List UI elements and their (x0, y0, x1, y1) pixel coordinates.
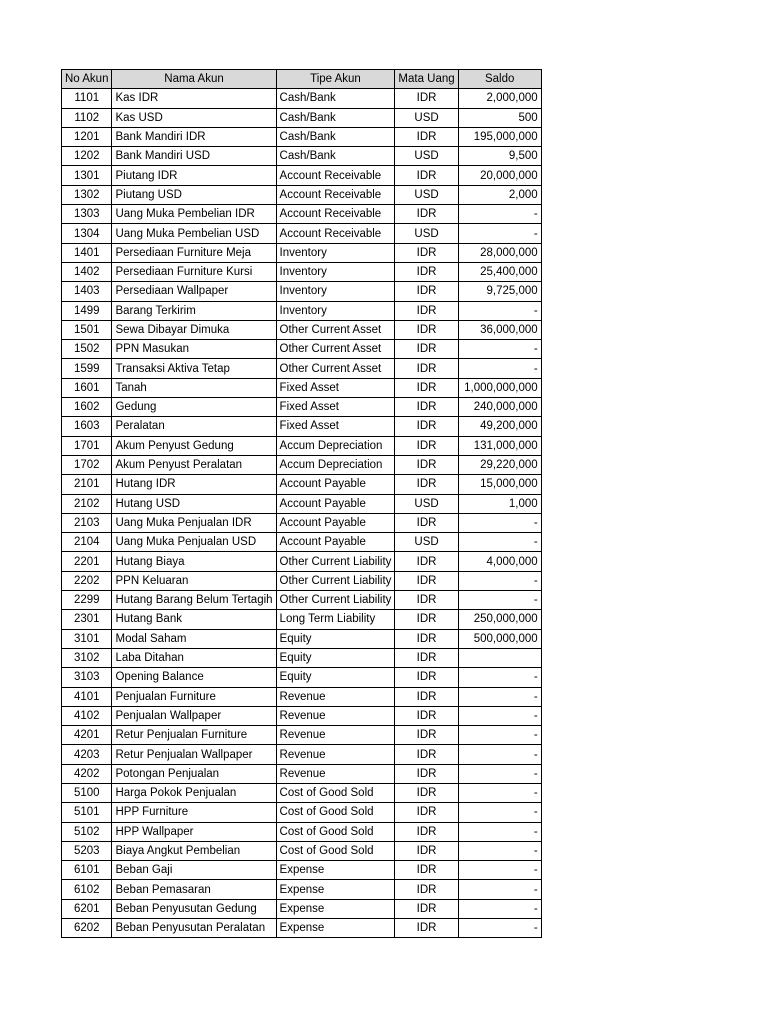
account-type-cell: Inventory (276, 282, 395, 301)
balance-cell: 2,000,000 (458, 89, 541, 108)
currency-cell: IDR (395, 166, 458, 185)
account-name-cell: Uang Muka Penjualan IDR (112, 513, 276, 532)
account-type-cell: Inventory (276, 262, 395, 281)
table-row (62, 359, 542, 378)
table-row (62, 166, 542, 185)
currency-cell: IDR (395, 591, 458, 610)
table-row (62, 378, 542, 397)
table-row (62, 147, 542, 166)
account-name-cell: Potongan Penjualan (112, 764, 276, 783)
table-row (62, 108, 542, 127)
table-row (62, 455, 542, 474)
balance-cell: 1,000,000,000 (458, 378, 541, 397)
currency-cell: IDR (395, 629, 458, 648)
accounts-table (61, 69, 542, 938)
currency-cell: IDR (395, 822, 458, 841)
header-row (62, 70, 542, 89)
account-name-cell: Beban Pemasaran (112, 880, 276, 899)
table-row (62, 861, 542, 880)
account-name-cell: Beban Gaji (112, 861, 276, 880)
table-row (62, 340, 542, 359)
account-name-cell: Uang Muka Pembelian IDR (112, 205, 276, 224)
account-number-cell: 1499 (62, 301, 112, 320)
balance-cell: 500,000,000 (458, 629, 541, 648)
balance-cell: 29,220,000 (458, 455, 541, 474)
balance-cell: - (458, 359, 541, 378)
table-row (62, 552, 542, 571)
account-type-cell: Revenue (276, 726, 395, 745)
account-number-cell: 1602 (62, 398, 112, 417)
account-name-cell: Tanah (112, 378, 276, 397)
account-type-cell: Other Current Asset (276, 320, 395, 339)
currency-cell: IDR (395, 668, 458, 687)
currency-cell: USD (395, 494, 458, 513)
account-name-cell: Penjualan Furniture (112, 687, 276, 706)
account-number-cell: 1599 (62, 359, 112, 378)
table-row (62, 571, 542, 590)
account-name-cell: Hutang Barang Belum Tertagih (112, 591, 276, 610)
account-name-cell: Bank Mandiri IDR (112, 127, 276, 146)
balance-cell: - (458, 803, 541, 822)
account-number-cell: 1201 (62, 127, 112, 146)
currency-cell: IDR (395, 475, 458, 494)
account-name-cell: Piutang IDR (112, 166, 276, 185)
table-row (62, 301, 542, 320)
balance-cell: 36,000,000 (458, 320, 541, 339)
account-number-cell: 5101 (62, 803, 112, 822)
currency-cell: USD (395, 147, 458, 166)
account-type-cell: Accum Depreciation (276, 436, 395, 455)
account-number-cell: 5203 (62, 841, 112, 860)
balance-cell: 1,000 (458, 494, 541, 513)
account-type-cell: Cash/Bank (276, 127, 395, 146)
table-row (62, 282, 542, 301)
table-row (62, 591, 542, 610)
account-type-cell: Cash/Bank (276, 108, 395, 127)
balance-cell: - (458, 706, 541, 725)
account-number-cell: 2201 (62, 552, 112, 571)
table-row (62, 513, 542, 532)
balance-cell: - (458, 687, 541, 706)
table-row (62, 224, 542, 243)
balance-cell: - (458, 340, 541, 359)
account-type-cell: Equity (276, 648, 395, 667)
table-row (62, 726, 542, 745)
account-type-cell: Expense (276, 861, 395, 880)
table-row (62, 629, 542, 648)
account-number-cell: 2104 (62, 533, 112, 552)
currency-cell: IDR (395, 648, 458, 667)
balance-cell: - (458, 571, 541, 590)
table-row (62, 822, 542, 841)
balance-cell: - (458, 899, 541, 918)
balance-cell: - (458, 205, 541, 224)
account-name-cell: Hutang IDR (112, 475, 276, 494)
account-type-cell: Fixed Asset (276, 398, 395, 417)
account-type-cell: Cash/Bank (276, 89, 395, 108)
account-name-cell: Akum Penyust Gedung (112, 436, 276, 455)
balance-cell: - (458, 224, 541, 243)
account-name-cell: Beban Penyusutan Gedung (112, 899, 276, 918)
account-number-cell: 3101 (62, 629, 112, 648)
account-number-cell: 1501 (62, 320, 112, 339)
account-number-cell: 2101 (62, 475, 112, 494)
account-number-cell: 1403 (62, 282, 112, 301)
account-name-cell: Hutang USD (112, 494, 276, 513)
balance-cell: - (458, 301, 541, 320)
account-type-cell: Inventory (276, 243, 395, 262)
table-row (62, 803, 542, 822)
balance-cell: 20,000,000 (458, 166, 541, 185)
account-number-cell: 4101 (62, 687, 112, 706)
account-number-cell: 1304 (62, 224, 112, 243)
account-type-cell: Cost of Good Sold (276, 841, 395, 860)
currency-cell: IDR (395, 861, 458, 880)
table-row (62, 783, 542, 802)
currency-cell: USD (395, 533, 458, 552)
account-type-cell: Equity (276, 629, 395, 648)
table-row (62, 648, 542, 667)
currency-cell: IDR (395, 301, 458, 320)
currency-cell: IDR (395, 455, 458, 474)
balance-cell: - (458, 880, 541, 899)
table-row (62, 262, 542, 281)
account-type-cell: Expense (276, 880, 395, 899)
currency-cell: IDR (395, 359, 458, 378)
currency-cell: IDR (395, 726, 458, 745)
currency-cell: IDR (395, 552, 458, 571)
currency-cell: IDR (395, 398, 458, 417)
header-nama-akun: Nama Akun (112, 70, 276, 89)
header-no-akun: No Akun (62, 70, 112, 89)
table-row (62, 668, 542, 687)
account-number-cell: 1701 (62, 436, 112, 455)
table-row (62, 745, 542, 764)
table-row (62, 320, 542, 339)
currency-cell: USD (395, 224, 458, 243)
balance-cell: 49,200,000 (458, 417, 541, 436)
account-number-cell: 6101 (62, 861, 112, 880)
account-type-cell: Accum Depreciation (276, 455, 395, 474)
balance-cell: 15,000,000 (458, 475, 541, 494)
balance-cell: 2,000 (458, 185, 541, 204)
table-body (62, 89, 542, 938)
account-number-cell: 3102 (62, 648, 112, 667)
balance-cell: 250,000,000 (458, 610, 541, 629)
currency-cell: IDR (395, 320, 458, 339)
currency-cell: USD (395, 108, 458, 127)
account-number-cell: 1102 (62, 108, 112, 127)
currency-cell: IDR (395, 243, 458, 262)
balance-cell: - (458, 726, 541, 745)
account-number-cell: 1301 (62, 166, 112, 185)
account-number-cell: 6202 (62, 919, 112, 938)
balance-cell: 28,000,000 (458, 243, 541, 262)
account-type-cell: Account Receivable (276, 185, 395, 204)
account-type-cell: Fixed Asset (276, 417, 395, 436)
account-type-cell: Other Current Liability (276, 571, 395, 590)
account-type-cell: Account Receivable (276, 224, 395, 243)
account-name-cell: HPP Furniture (112, 803, 276, 822)
account-number-cell: 1401 (62, 243, 112, 262)
account-type-cell: Account Receivable (276, 205, 395, 224)
account-number-cell: 6102 (62, 880, 112, 899)
currency-cell: IDR (395, 706, 458, 725)
account-name-cell: Peralatan (112, 417, 276, 436)
account-type-cell: Account Payable (276, 494, 395, 513)
account-name-cell: Akum Penyust Peralatan (112, 455, 276, 474)
balance-cell: - (458, 591, 541, 610)
currency-cell: IDR (395, 571, 458, 590)
account-name-cell: Persediaan Furniture Kursi (112, 262, 276, 281)
currency-cell: IDR (395, 262, 458, 281)
table-row (62, 398, 542, 417)
table-row (62, 417, 542, 436)
account-name-cell: Laba Ditahan (112, 648, 276, 667)
table-row (62, 899, 542, 918)
account-type-cell: Equity (276, 668, 395, 687)
account-type-cell: Inventory (276, 301, 395, 320)
account-name-cell: Uang Muka Pembelian USD (112, 224, 276, 243)
account-number-cell: 6201 (62, 899, 112, 918)
account-type-cell: Account Payable (276, 475, 395, 494)
account-name-cell: Piutang USD (112, 185, 276, 204)
balance-cell: - (458, 745, 541, 764)
account-number-cell: 1303 (62, 205, 112, 224)
balance-cell: 240,000,000 (458, 398, 541, 417)
account-type-cell: Fixed Asset (276, 378, 395, 397)
account-type-cell: Revenue (276, 706, 395, 725)
currency-cell: IDR (395, 436, 458, 455)
currency-cell: IDR (395, 89, 458, 108)
account-number-cell: 2102 (62, 494, 112, 513)
account-number-cell: 4203 (62, 745, 112, 764)
currency-cell: IDR (395, 282, 458, 301)
currency-cell: IDR (395, 841, 458, 860)
currency-cell: IDR (395, 127, 458, 146)
account-name-cell: Persediaan Wallpaper (112, 282, 276, 301)
account-name-cell: Bank Mandiri USD (112, 147, 276, 166)
account-name-cell: Retur Penjualan Furniture (112, 726, 276, 745)
account-name-cell: Kas IDR (112, 89, 276, 108)
account-name-cell: Transaksi Aktiva Tetap (112, 359, 276, 378)
balance-cell: 500 (458, 108, 541, 127)
account-type-cell: Long Term Liability (276, 610, 395, 629)
account-number-cell: 5102 (62, 822, 112, 841)
account-type-cell: Revenue (276, 687, 395, 706)
account-name-cell: Retur Penjualan Wallpaper (112, 745, 276, 764)
account-name-cell: PPN Masukan (112, 340, 276, 359)
currency-cell: USD (395, 185, 458, 204)
table-row (62, 687, 542, 706)
currency-cell: IDR (395, 417, 458, 436)
balance-cell: - (458, 822, 541, 841)
account-name-cell: PPN Keluaran (112, 571, 276, 590)
currency-cell: IDR (395, 783, 458, 802)
balance-cell: - (458, 668, 541, 687)
account-name-cell: Modal Saham (112, 629, 276, 648)
account-name-cell: Kas USD (112, 108, 276, 127)
account-number-cell: 4102 (62, 706, 112, 725)
table-row (62, 494, 542, 513)
balance-cell: - (458, 783, 541, 802)
balance-cell: 195,000,000 (458, 127, 541, 146)
balance-cell: 131,000,000 (458, 436, 541, 455)
table-row (62, 205, 542, 224)
balance-cell: - (458, 919, 541, 938)
account-type-cell: Cost of Good Sold (276, 803, 395, 822)
currency-cell: IDR (395, 513, 458, 532)
account-number-cell: 2202 (62, 571, 112, 590)
account-number-cell: 1302 (62, 185, 112, 204)
account-name-cell: Hutang Bank (112, 610, 276, 629)
account-number-cell: 4202 (62, 764, 112, 783)
account-name-cell: Hutang Biaya (112, 552, 276, 571)
account-name-cell: Opening Balance (112, 668, 276, 687)
currency-cell: IDR (395, 340, 458, 359)
account-name-cell: Barang Terkirim (112, 301, 276, 320)
table-row (62, 706, 542, 725)
account-name-cell: Gedung (112, 398, 276, 417)
currency-cell: IDR (395, 378, 458, 397)
table-row (62, 919, 542, 938)
account-number-cell: 5100 (62, 783, 112, 802)
account-number-cell: 1202 (62, 147, 112, 166)
table-row (62, 880, 542, 899)
balance-cell: 9,500 (458, 147, 541, 166)
table-row (62, 475, 542, 494)
balance-cell (458, 648, 541, 667)
balance-cell: 4,000,000 (458, 552, 541, 571)
account-type-cell: Cost of Good Sold (276, 783, 395, 802)
currency-cell: IDR (395, 687, 458, 706)
table-row (62, 127, 542, 146)
account-type-cell: Expense (276, 899, 395, 918)
account-number-cell: 1702 (62, 455, 112, 474)
account-name-cell: Beban Penyusutan Peralatan (112, 919, 276, 938)
account-type-cell: Other Current Asset (276, 359, 395, 378)
account-name-cell: Harga Pokok Penjualan (112, 783, 276, 802)
account-number-cell: 1603 (62, 417, 112, 436)
table-row (62, 436, 542, 455)
account-number-cell: 1101 (62, 89, 112, 108)
account-number-cell: 2103 (62, 513, 112, 532)
table-row (62, 185, 542, 204)
balance-cell: - (458, 764, 541, 783)
account-type-cell: Other Current Asset (276, 340, 395, 359)
account-name-cell: Uang Muka Penjualan USD (112, 533, 276, 552)
account-number-cell: 2299 (62, 591, 112, 610)
table-row (62, 533, 542, 552)
currency-cell: IDR (395, 205, 458, 224)
currency-cell: IDR (395, 919, 458, 938)
balance-cell: - (458, 513, 541, 532)
balance-cell: - (458, 841, 541, 860)
account-type-cell: Other Current Liability (276, 552, 395, 571)
table-row (62, 841, 542, 860)
account-type-cell: Other Current Liability (276, 591, 395, 610)
header-mata-uang: Mata Uang (395, 70, 458, 89)
account-type-cell: Expense (276, 919, 395, 938)
account-type-cell: Account Payable (276, 533, 395, 552)
account-number-cell: 4201 (62, 726, 112, 745)
account-name-cell: Biaya Angkut Pembelian (112, 841, 276, 860)
header-tipe-akun: Tipe Akun (276, 70, 395, 89)
currency-cell: IDR (395, 899, 458, 918)
account-type-cell: Revenue (276, 764, 395, 783)
account-number-cell: 1601 (62, 378, 112, 397)
account-type-cell: Revenue (276, 745, 395, 764)
account-number-cell: 2301 (62, 610, 112, 629)
account-type-cell: Cost of Good Sold (276, 822, 395, 841)
account-name-cell: Sewa Dibayar Dimuka (112, 320, 276, 339)
balance-cell: 9,725,000 (458, 282, 541, 301)
balance-cell: - (458, 861, 541, 880)
account-name-cell: HPP Wallpaper (112, 822, 276, 841)
account-name-cell: Penjualan Wallpaper (112, 706, 276, 725)
account-type-cell: Cash/Bank (276, 147, 395, 166)
account-type-cell: Account Payable (276, 513, 395, 532)
table-row (62, 243, 542, 262)
currency-cell: IDR (395, 745, 458, 764)
currency-cell: IDR (395, 803, 458, 822)
table-row (62, 610, 542, 629)
account-number-cell: 1402 (62, 262, 112, 281)
table-row (62, 89, 542, 108)
account-type-cell: Account Receivable (276, 166, 395, 185)
account-number-cell: 1502 (62, 340, 112, 359)
balance-cell: 25,400,000 (458, 262, 541, 281)
account-number-cell: 3103 (62, 668, 112, 687)
balance-cell: - (458, 533, 541, 552)
header-saldo: Saldo (458, 70, 541, 89)
currency-cell: IDR (395, 764, 458, 783)
currency-cell: IDR (395, 880, 458, 899)
account-name-cell: Persediaan Furniture Meja (112, 243, 276, 262)
table-row (62, 764, 542, 783)
currency-cell: IDR (395, 610, 458, 629)
